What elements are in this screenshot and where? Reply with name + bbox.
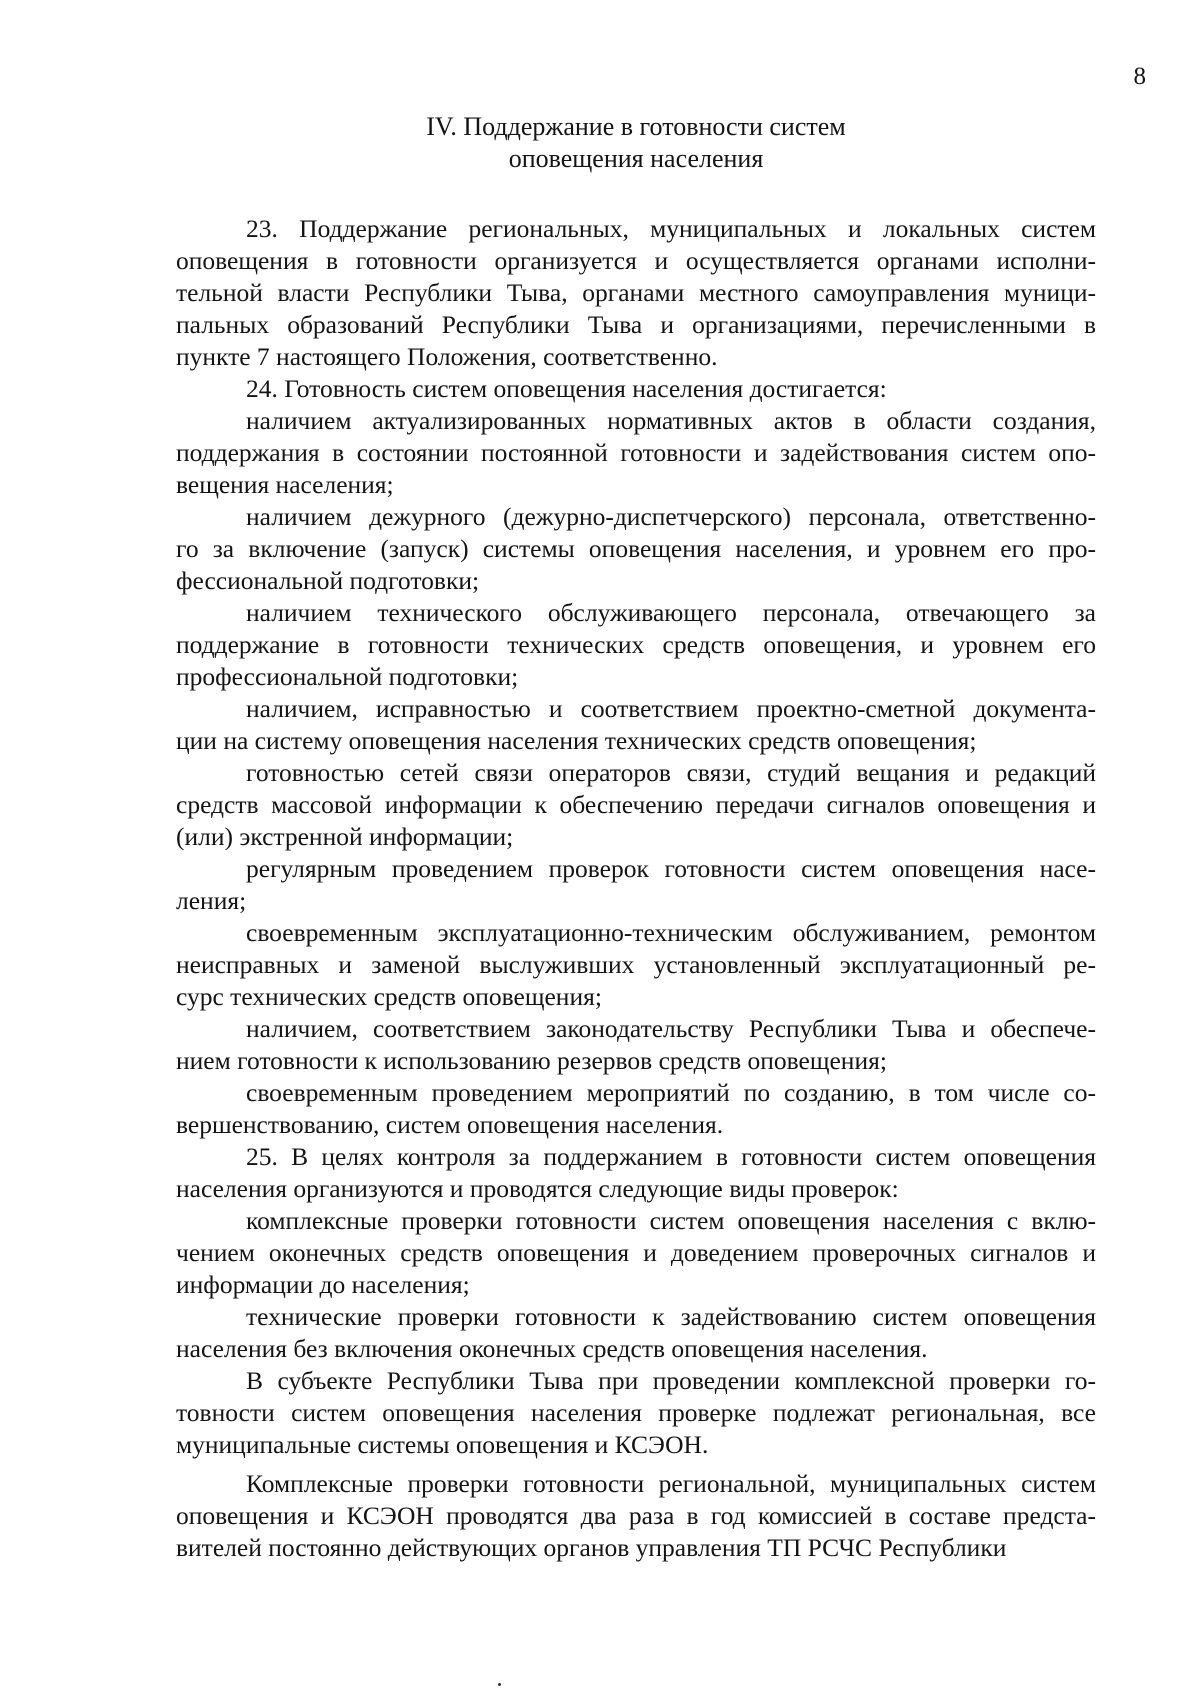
text-line: профессиональной подготовки; — [176, 662, 519, 691]
text-line: нием готовности к использованию резервов средств оповещения; — [176, 1046, 887, 1075]
text-line: В субъекте Республики Тыва при проведении комплексной проверки го- — [246, 1366, 1096, 1395]
text-line: товности систем оповещения населения проверке подлежат региональная, все — [176, 1398, 1096, 1427]
section-heading-line-2: оповещения населения — [508, 144, 764, 173]
text-line: готовностью сетей связи операторов связи, студий вещания и редакций — [246, 758, 1096, 787]
text-line: вершенствованию, систем оповещения населения. — [176, 1110, 724, 1139]
text-line: средств массовой информации к обеспечению передачи сигналов оповещения и — [176, 790, 1096, 819]
text-line: поддержания в состоянии постоянной готовности и задействования систем опо- — [176, 438, 1096, 467]
text-line: муниципальные системы оповещения и КСЭОН. — [176, 1430, 709, 1459]
text-line: своевременным проведением мероприятий по созданию, в том числе со- — [246, 1078, 1096, 1107]
paragraph — [176, 501, 1096, 597]
text-line: наличием, соответствием законодательству Республики Тыва и обеспече- — [246, 1014, 1096, 1043]
document-body — [176, 213, 1096, 1564]
paragraph — [176, 1365, 1096, 1461]
text-line: (или) экстренной информации; — [176, 822, 514, 851]
text-line: фессиональной подготовки; — [176, 566, 480, 595]
text-line: населения без включения оконечных средств оповещения населения. — [176, 1334, 928, 1363]
text-line: регулярным проведением проверок готовности систем оповещения насе- — [246, 854, 1096, 883]
text-line: Комплексные проверки готовности региональной, муниципальных систем — [246, 1469, 1096, 1498]
paragraph — [176, 373, 1096, 405]
text-line: населения организуются и проводятся следующие виды проверок: — [176, 1174, 899, 1203]
text-line: своевременным эксплуатационно-техническим обслуживанием, ремонтом — [246, 918, 1096, 947]
paragraph — [176, 597, 1096, 693]
paragraph — [176, 1077, 1096, 1141]
paragraph — [176, 1301, 1096, 1365]
text-line: комплексные проверки готовности систем оповещения населения с вклю- — [246, 1206, 1096, 1235]
text-line: оповещения и КСЭОН проводятся два раза в год комиссией в составе предста- — [176, 1501, 1096, 1530]
section-heading — [176, 111, 1096, 175]
text-line: вещения населения; — [176, 470, 394, 499]
paragraph — [176, 1013, 1096, 1077]
paragraph — [176, 757, 1096, 853]
scan-speck — [498, 1683, 501, 1686]
paragraph — [176, 1205, 1096, 1301]
text-line: оповещения в готовности организуется и осуществляется органами исполни- — [176, 246, 1096, 275]
text-line: наличием актуализированных нормативных актов в области создания, — [246, 406, 1096, 435]
text-line: пункте 7 настоящего Положения, соответственно. — [176, 342, 718, 371]
text-line: го за включение (запуск) системы оповещения населения, и уровнем его про- — [176, 534, 1096, 563]
text-line: чением оконечных средств оповещения и доведением проверочных сигналов и — [176, 1238, 1096, 1267]
paragraph — [176, 213, 1096, 373]
text-line: 23. Поддержание региональных, муниципальных и локальных систем — [246, 214, 1096, 243]
paragraph — [176, 405, 1096, 501]
text-line: наличием, исправностью и соответствием проектно-сметной документа- — [246, 694, 1096, 723]
paragraph — [176, 693, 1096, 757]
text-line: вителей постоянно действующих органов управления ТП РСЧС Республики — [176, 1533, 1007, 1562]
text-line: сурс технических средств оповещения; — [176, 982, 602, 1011]
text-line: информации до населения; — [176, 1270, 470, 1299]
text-line: неисправных и заменой выслуживших установленный эксплуатационный ре- — [176, 950, 1096, 979]
text-line: 25. В целях контроля за поддержанием в готовности систем оповещения — [246, 1142, 1096, 1171]
text-line: технические проверки готовности к задействованию систем оповещения — [246, 1302, 1096, 1331]
text-line: тельной власти Республики Тыва, органами местного самоуправления муници- — [176, 278, 1096, 307]
paragraph-gap — [176, 1461, 1096, 1468]
page-number: 8 — [1133, 63, 1146, 90]
text-line: наличием дежурного (дежурно-диспетчерского) персонала, ответственно- — [246, 502, 1096, 531]
text-line: пальных образований Республики Тыва и организациями, перечисленными в — [176, 310, 1096, 339]
text-line: поддержание в готовности технических средств оповещения, и уровнем его — [176, 630, 1096, 659]
paragraph — [176, 853, 1096, 917]
paragraph — [176, 1468, 1096, 1564]
text-line: наличием технического обслуживающего персонала, отвечающего за — [246, 598, 1096, 627]
paragraph — [176, 1141, 1096, 1205]
text-line: 24. Готовность систем оповещения населения достигается: — [246, 374, 887, 403]
text-line: ления; — [176, 886, 247, 915]
section-heading-line-1: IV. Поддержание в готовности систем — [426, 112, 846, 141]
paragraph — [176, 917, 1096, 1013]
text-line: ции на систему оповещения населения технических средств оповещения; — [176, 726, 977, 755]
